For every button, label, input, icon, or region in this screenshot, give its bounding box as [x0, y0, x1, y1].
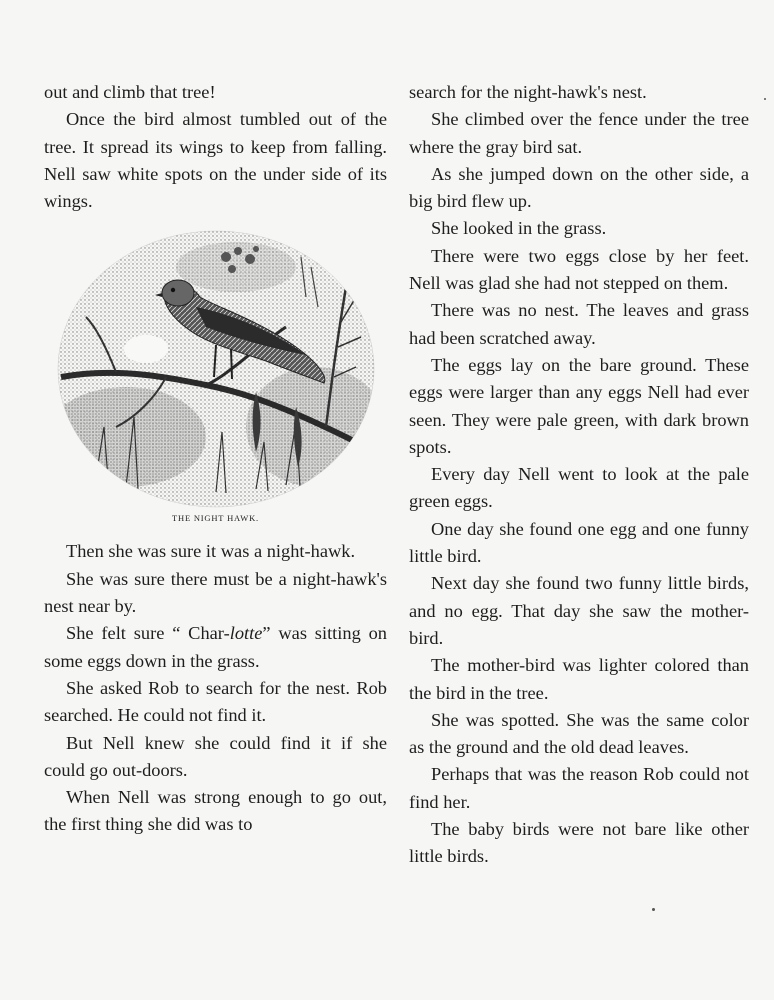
figure-caption: THE NIGHT HAWK.: [172, 513, 259, 524]
paragraph: search for the night-hawk's nest.: [409, 82, 647, 102]
paragraph: Perhaps that was the reason Rob could not find her.: [409, 764, 749, 812]
paragraph: The mother-bird was lighter colored than the bird in the tree.: [409, 655, 749, 703]
paragraph: The eggs lay on the bare ground. These eggs were larger than any eggs Nell had ever seen. They were pale green, with dark brown spots.: [409, 354, 749, 457]
paragraph: The baby birds were not bare like other little birds.: [409, 819, 749, 867]
italic-text: lotte: [229, 623, 263, 644]
paragraph: Next day she found two funny little birds, and no egg. That day she saw the mother-bird.: [409, 573, 749, 648]
paragraph: There was no nest. The leaves and grass had been scratched away.: [409, 300, 749, 348]
paragraph: She climbed over the fence under the tree where the gray bird sat.: [409, 109, 749, 157]
night-hawk-illustration: [44, 227, 387, 532]
paragraph: She was spotted. She was the same color as the ground and the old dead leaves.: [409, 709, 749, 758]
text-run: ” was sitting on some eggs down in the grass.: [44, 623, 387, 671]
paragraph: She looked in the grass.: [431, 218, 607, 239]
paragraph: There were two eggs close by her feet. Nell was glad she had not stepped on them.: [409, 245, 749, 294]
paragraph: As she jumped down on the other side, a big bird flew up.: [409, 163, 749, 212]
print-speck: [764, 98, 766, 100]
paragraph: But Nell knew she could find it if she could go out-doors.: [44, 732, 387, 780]
paragraph: Every day Nell went to look at the pale green eggs.: [409, 464, 749, 512]
print-speck: [652, 908, 655, 911]
paragraph: [44, 620, 387, 675]
paragraph: Then she was sure it was a night-hawk.: [66, 541, 356, 562]
text-run: She felt sure “ Char-: [66, 623, 230, 644]
paragraph: She was sure there must be a night-hawk's nest near by.: [44, 568, 387, 617]
paragraph: One day she found one egg and one funny little bird.: [409, 518, 749, 567]
paragraph: She asked Rob to search for the nest. Rob searched. He could not find it.: [44, 677, 387, 726]
night-hawk-engraving: [56, 227, 376, 509]
paragraph: Once the bird almost tumbled out of the tree. It spread its wings to keep from falling. Nell saw white spots on the under side of its wings.: [44, 109, 387, 212]
left-column: [44, 79, 387, 839]
paragraph: When Nell was strong enough to go out, the first thing she did was to: [44, 787, 387, 835]
right-column: [409, 79, 749, 871]
paragraph: out and climb that tree!: [44, 82, 216, 102]
